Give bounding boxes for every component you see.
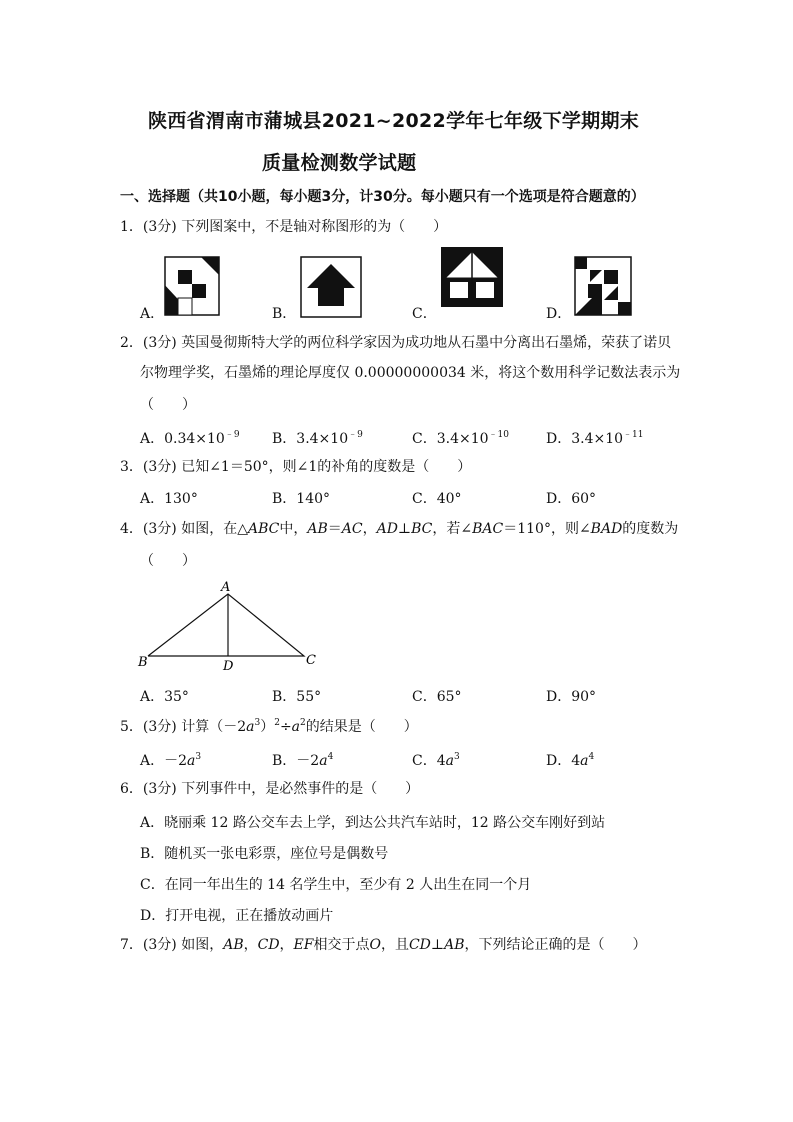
- q1-option-c-label: C．: [412, 306, 437, 322]
- q4-option-d: D．90°: [546, 689, 597, 705]
- q6-option-c: C．在同一年出生的 14 名学生中，至少有 2 人出生在同一个月: [140, 877, 532, 893]
- q4-triangle-figure: [134, 578, 324, 674]
- question-4-stem-line1: 4．(3分) 如图，在△ABC中，AB＝AC，AD⊥BC，若∠BAC＝110°，则∠BAD的度数为: [120, 521, 679, 537]
- q4-point-d-label: D: [223, 659, 234, 674]
- question-1-stem: 1．(3分) 下列图案中，不是轴对称图形的为（ ）: [120, 219, 448, 235]
- q4-option-c: C．65°: [412, 689, 462, 705]
- q2-option-d-exp: ﹣11: [623, 430, 644, 440]
- question-4-stem-line2: （ ）: [140, 553, 196, 569]
- q2-option-c-exp: ﹣10: [488, 430, 509, 440]
- q2-option-a-base: A．0.34×10: [140, 431, 225, 447]
- q3-option-c: C．40°: [412, 491, 462, 507]
- q1-figure-b: [300, 256, 362, 318]
- question-5-stem: 5．(3分) 计算$(-2a^3)^2\div a^2$的结果是（ ）: [120, 718, 418, 735]
- q1-figure-d: [574, 256, 632, 316]
- q2-option-d: [546, 428, 644, 448]
- q2-option-b-exp: ﹣9: [348, 430, 363, 440]
- q5-option-d: D．$4a^4$: [546, 752, 595, 769]
- q2-option-b-base: B．3.4×10: [272, 431, 349, 447]
- q5-option-b: B．$-2a^4$: [272, 752, 334, 769]
- q1-figure-a: [164, 256, 220, 316]
- question-3-stem: 3．(3分) 已知∠1＝50°，则∠1的补角的度数是（ ）: [120, 459, 472, 475]
- q4-vertex-c-label: C: [306, 653, 316, 668]
- q3-option-a: A．130°: [140, 491, 198, 507]
- q2-option-c-base: C．3.4×10: [412, 431, 489, 447]
- q1-figure-c: [440, 246, 504, 308]
- q5-option-c: C．$4a^3$: [412, 752, 460, 769]
- q3-option-b: B．140°: [272, 491, 331, 507]
- q6-option-b: B．随机买一张电彩票，座位号是偶数号: [140, 846, 389, 862]
- page-title: 陕西省渭南市蒲城县2021~2022学年七年级下学期期末: [148, 110, 640, 132]
- q4-vertex-a-label: A: [221, 580, 231, 595]
- question-2-stem-line1: 2．(3分) 英国曼彻斯特大学的两位科学家因为成功地从石墨中分离出石墨烯，荣获了诺贝: [120, 335, 672, 351]
- question-6-stem: 6．(3分) 下列事件中，是必然事件的是（ ）: [120, 781, 420, 797]
- q1-option-b-label: B．: [272, 306, 297, 322]
- q4-option-a: A．35°: [140, 689, 189, 705]
- q1-option-d-label: D．: [546, 306, 572, 322]
- q6-option-a: A．晓丽乘 12 路公交车去上学，到达公共汽车站时，12 路公交车刚好到站: [140, 815, 606, 831]
- section-heading: 一、选择题（共10小题，每小题3分，计30分。每小题只有一个选项是符合题意的）: [120, 189, 645, 205]
- q2-option-d-base: D．3.4×10: [546, 431, 624, 447]
- q2-option-c: [412, 428, 509, 448]
- question-7-stem: 7．(3分) 如图，AB，CD，EF相交于点O，且CD⊥AB，下列结论正确的是（ ）: [120, 937, 647, 953]
- q4-vertex-b-label: B: [138, 655, 148, 670]
- question-2-stem-line3: （ ）: [140, 397, 196, 413]
- q4-option-b: B．55°: [272, 689, 322, 705]
- page-subtitle: 质量检测数学试题: [262, 152, 417, 174]
- q3-option-d: D．60°: [546, 491, 597, 507]
- q1-option-a-label: A．: [140, 306, 165, 322]
- question-2-stem-line2: 尔物理学奖，石墨烯的理论厚度仅 0.00000000034 米，将这个数用科学记数法表示为: [140, 365, 681, 381]
- q6-option-d: D．打开电视，正在播放动画片: [140, 908, 334, 924]
- q5-option-a: A．$-2a^3$: [140, 752, 202, 769]
- q2-option-a-exp: ﹣9: [224, 430, 240, 440]
- q2-option-a: [140, 428, 240, 448]
- q2-option-b: [272, 428, 363, 448]
